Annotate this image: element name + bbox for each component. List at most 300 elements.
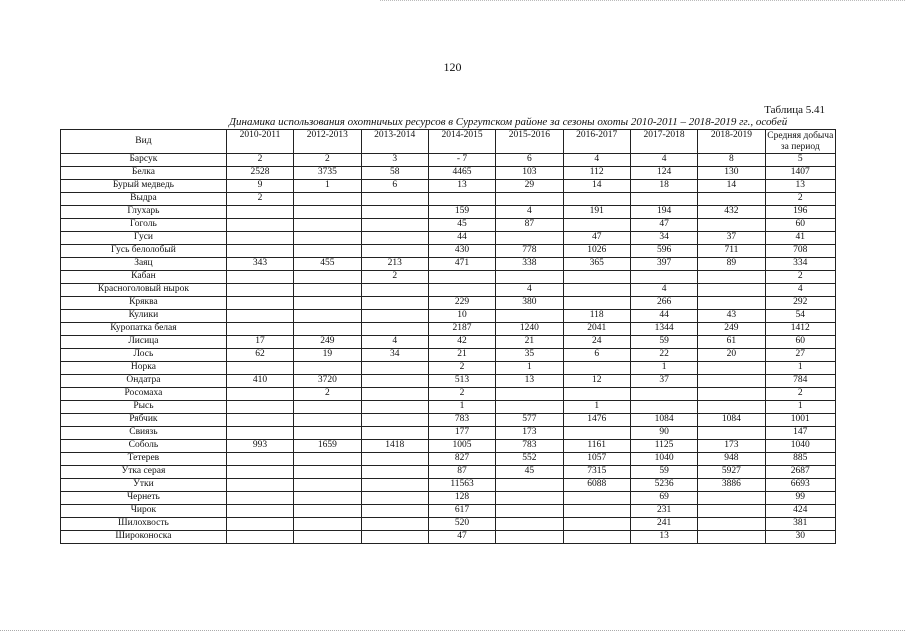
species-name-cell: Куропатка белая	[61, 323, 227, 336]
season-value-cell	[496, 232, 563, 245]
season-value-cell: 241	[630, 518, 697, 531]
average-cell: 196	[765, 206, 835, 219]
season-value-cell	[563, 219, 630, 232]
season-value-cell: 471	[428, 258, 495, 271]
season-value-cell: 45	[496, 466, 563, 479]
season-value-cell: 365	[563, 258, 630, 271]
season-value-cell	[496, 310, 563, 323]
season-value-cell	[428, 271, 495, 284]
table-row	[61, 245, 836, 258]
season-value-cell: - 7	[428, 154, 495, 167]
hunting-resources-table	[60, 129, 836, 544]
species-name-cell: Утки	[61, 479, 227, 492]
season-value-cell: 191	[563, 206, 630, 219]
season-value-cell	[226, 232, 293, 245]
species-name-cell: Красноголовый нырок	[61, 284, 227, 297]
season-value-cell: 2	[294, 154, 361, 167]
season-value-cell	[226, 206, 293, 219]
table-row	[61, 427, 836, 440]
season-value-cell	[496, 492, 563, 505]
season-value-cell	[361, 505, 428, 518]
species-name-cell: Гоголь	[61, 219, 227, 232]
season-value-cell: 118	[563, 310, 630, 323]
season-value-cell: 87	[496, 219, 563, 232]
season-value-cell: 380	[496, 297, 563, 310]
season-value-cell: 993	[226, 440, 293, 453]
season-value-cell: 59	[630, 466, 697, 479]
season-value-cell: 1084	[698, 414, 765, 427]
season-value-cell: 14	[698, 180, 765, 193]
season-value-cell: 3735	[294, 167, 361, 180]
average-cell: 41	[765, 232, 835, 245]
season-value-cell: 128	[428, 492, 495, 505]
season-value-cell	[496, 518, 563, 531]
season-value-cell	[698, 297, 765, 310]
season-value-cell: 3886	[698, 479, 765, 492]
season-value-cell	[698, 362, 765, 375]
season-value-cell	[496, 401, 563, 414]
season-value-cell: 11563	[428, 479, 495, 492]
season-value-cell: 29	[496, 180, 563, 193]
average-cell: 1407	[765, 167, 835, 180]
season-value-cell	[226, 492, 293, 505]
table-row	[61, 154, 836, 167]
season-value-cell	[698, 271, 765, 284]
species-name-cell: Ондатра	[61, 375, 227, 388]
season-value-cell	[361, 401, 428, 414]
season-value-cell: 9	[226, 180, 293, 193]
average-cell: 5	[765, 154, 835, 167]
average-cell: 60	[765, 336, 835, 349]
season-value-cell: 455	[294, 258, 361, 271]
season-value-cell: 22	[630, 349, 697, 362]
season-value-cell	[294, 453, 361, 466]
season-value-cell	[698, 518, 765, 531]
season-value-cell	[226, 323, 293, 336]
season-value-cell: 711	[698, 245, 765, 258]
season-value-cell	[630, 401, 697, 414]
average-cell: 784	[765, 375, 835, 388]
season-value-cell	[294, 401, 361, 414]
season-value-cell: 249	[294, 336, 361, 349]
species-name-cell: Заяц	[61, 258, 227, 271]
season-value-cell: 58	[361, 167, 428, 180]
season-value-cell: 6	[496, 154, 563, 167]
season-value-cell	[698, 219, 765, 232]
season-value-cell: 18	[630, 180, 697, 193]
season-value-cell: 24	[563, 336, 630, 349]
season-value-cell: 4	[630, 284, 697, 297]
season-value-cell: 47	[428, 531, 495, 544]
species-name-cell: Соболь	[61, 440, 227, 453]
season-value-cell	[698, 193, 765, 206]
table-row	[61, 440, 836, 453]
species-name-cell: Чернеть	[61, 492, 227, 505]
season-value-cell: 783	[428, 414, 495, 427]
table-row	[61, 323, 836, 336]
column-header: 2013-2014	[361, 130, 428, 154]
season-value-cell	[630, 193, 697, 206]
season-value-cell	[294, 284, 361, 297]
table-row	[61, 336, 836, 349]
season-value-cell: 2	[226, 154, 293, 167]
season-value-cell: 1344	[630, 323, 697, 336]
season-value-cell	[226, 479, 293, 492]
season-value-cell: 173	[496, 427, 563, 440]
season-value-cell: 159	[428, 206, 495, 219]
season-value-cell: 90	[630, 427, 697, 440]
season-value-cell: 103	[496, 167, 563, 180]
season-value-cell: 6	[563, 349, 630, 362]
season-value-cell: 1026	[563, 245, 630, 258]
season-value-cell: 89	[698, 258, 765, 271]
column-header: Средняя добыча за период	[765, 130, 835, 154]
species-name-cell: Лисица	[61, 336, 227, 349]
table-row	[61, 362, 836, 375]
season-value-cell	[563, 492, 630, 505]
season-value-cell: 12	[563, 375, 630, 388]
species-name-cell: Шилохвость	[61, 518, 227, 531]
average-cell: 885	[765, 453, 835, 466]
season-value-cell	[496, 505, 563, 518]
column-header: 2015-2016	[496, 130, 563, 154]
season-value-cell: 8	[698, 154, 765, 167]
season-value-cell: 44	[428, 232, 495, 245]
season-value-cell: 2	[226, 193, 293, 206]
season-value-cell: 4	[361, 336, 428, 349]
species-name-cell: Лось	[61, 349, 227, 362]
table-row	[61, 206, 836, 219]
season-value-cell: 4	[563, 154, 630, 167]
season-value-cell: 1125	[630, 440, 697, 453]
season-value-cell	[563, 505, 630, 518]
season-value-cell	[294, 362, 361, 375]
species-name-cell: Бурый медведь	[61, 180, 227, 193]
season-value-cell	[226, 284, 293, 297]
table-row	[61, 492, 836, 505]
season-value-cell	[496, 271, 563, 284]
season-value-cell	[361, 518, 428, 531]
season-value-cell: 2	[361, 271, 428, 284]
average-cell: 334	[765, 258, 835, 271]
average-cell: 1040	[765, 440, 835, 453]
average-cell: 2687	[765, 466, 835, 479]
season-value-cell	[361, 310, 428, 323]
average-cell: 13	[765, 180, 835, 193]
season-value-cell: 35	[496, 349, 563, 362]
species-name-cell: Рысь	[61, 401, 227, 414]
table-row	[61, 375, 836, 388]
average-cell: 1	[765, 362, 835, 375]
season-value-cell: 343	[226, 258, 293, 271]
season-value-cell: 7315	[563, 466, 630, 479]
season-value-cell	[563, 362, 630, 375]
season-value-cell	[361, 323, 428, 336]
season-value-cell	[563, 297, 630, 310]
species-name-cell: Тетерев	[61, 453, 227, 466]
season-value-cell: 194	[630, 206, 697, 219]
season-value-cell: 69	[630, 492, 697, 505]
table-row	[61, 310, 836, 323]
average-cell: 2	[765, 271, 835, 284]
season-value-cell: 783	[496, 440, 563, 453]
table-row	[61, 505, 836, 518]
column-header: 2010-2011	[226, 130, 293, 154]
season-value-cell	[226, 505, 293, 518]
average-cell: 1412	[765, 323, 835, 336]
season-value-cell: 1240	[496, 323, 563, 336]
season-value-cell: 43	[698, 310, 765, 323]
season-value-cell: 3720	[294, 375, 361, 388]
season-value-cell: 3	[361, 154, 428, 167]
season-value-cell	[361, 297, 428, 310]
average-cell: 1	[765, 401, 835, 414]
season-value-cell	[361, 284, 428, 297]
season-value-cell	[361, 245, 428, 258]
season-value-cell	[294, 414, 361, 427]
season-value-cell: 20	[698, 349, 765, 362]
season-value-cell	[563, 193, 630, 206]
species-name-cell: Чирок	[61, 505, 227, 518]
season-value-cell: 47	[630, 219, 697, 232]
season-value-cell: 13	[496, 375, 563, 388]
season-value-cell	[294, 193, 361, 206]
column-header: 2014-2015	[428, 130, 495, 154]
season-value-cell	[698, 284, 765, 297]
average-cell: 2	[765, 193, 835, 206]
season-value-cell	[361, 453, 428, 466]
season-value-cell: 37	[630, 375, 697, 388]
season-value-cell	[630, 271, 697, 284]
season-value-cell	[226, 362, 293, 375]
species-name-cell: Рябчик	[61, 414, 227, 427]
season-value-cell	[496, 479, 563, 492]
scan-edge-top	[380, 0, 905, 3]
season-value-cell	[563, 531, 630, 544]
season-value-cell	[563, 427, 630, 440]
column-header: 2016-2017	[563, 130, 630, 154]
season-value-cell	[294, 505, 361, 518]
table-row	[61, 297, 836, 310]
season-value-cell: 397	[630, 258, 697, 271]
season-value-cell: 513	[428, 375, 495, 388]
species-name-cell: Кабан	[61, 271, 227, 284]
average-cell: 99	[765, 492, 835, 505]
species-name-cell: Норка	[61, 362, 227, 375]
season-value-cell	[361, 193, 428, 206]
season-value-cell	[294, 518, 361, 531]
table-row	[61, 271, 836, 284]
season-value-cell: 410	[226, 375, 293, 388]
season-value-cell: 62	[226, 349, 293, 362]
season-value-cell: 34	[361, 349, 428, 362]
season-value-cell	[563, 388, 630, 401]
season-value-cell	[361, 466, 428, 479]
table-row	[61, 167, 836, 180]
season-value-cell	[630, 388, 697, 401]
table-row	[61, 518, 836, 531]
season-value-cell: 266	[630, 297, 697, 310]
season-value-cell	[294, 492, 361, 505]
season-value-cell: 1005	[428, 440, 495, 453]
season-value-cell: 59	[630, 336, 697, 349]
season-value-cell: 177	[428, 427, 495, 440]
table-row	[61, 232, 836, 245]
season-value-cell	[226, 518, 293, 531]
species-name-cell: Гусь белолобый	[61, 245, 227, 258]
column-header: 2018-2019	[698, 130, 765, 154]
species-name-cell: Барсук	[61, 154, 227, 167]
season-value-cell: 432	[698, 206, 765, 219]
season-value-cell: 37	[698, 232, 765, 245]
season-value-cell	[226, 297, 293, 310]
table-row	[61, 401, 836, 414]
season-value-cell	[294, 427, 361, 440]
season-value-cell	[294, 466, 361, 479]
season-value-cell: 6	[361, 180, 428, 193]
season-value-cell	[361, 479, 428, 492]
season-value-cell	[226, 466, 293, 479]
season-value-cell: 130	[698, 167, 765, 180]
season-value-cell	[698, 401, 765, 414]
column-header: 2012-2013	[294, 130, 361, 154]
table-header-row	[61, 130, 836, 154]
page-number: 120	[443, 60, 462, 74]
season-value-cell: 948	[698, 453, 765, 466]
season-value-cell	[294, 219, 361, 232]
species-name-cell: Белка	[61, 167, 227, 180]
season-value-cell	[226, 310, 293, 323]
season-value-cell	[361, 531, 428, 544]
season-value-cell: 778	[496, 245, 563, 258]
season-value-cell: 2528	[226, 167, 293, 180]
season-value-cell: 1084	[630, 414, 697, 427]
table-caption: Динамика использования охотничьих ресурсов в Сургутском районе за сезоны охоты 2010-2011 – 2018-2019 гг., особей	[229, 116, 788, 128]
season-value-cell: 61	[698, 336, 765, 349]
season-value-cell: 47	[563, 232, 630, 245]
season-value-cell	[361, 219, 428, 232]
season-value-cell	[226, 401, 293, 414]
table-label: Таблица 5.41	[764, 104, 825, 116]
season-value-cell	[563, 271, 630, 284]
season-value-cell	[698, 531, 765, 544]
season-value-cell	[496, 388, 563, 401]
species-name-cell: Глухарь	[61, 206, 227, 219]
average-cell: 1001	[765, 414, 835, 427]
season-value-cell: 1659	[294, 440, 361, 453]
season-value-cell: 4	[496, 284, 563, 297]
season-value-cell	[226, 453, 293, 466]
season-value-cell	[226, 388, 293, 401]
season-value-cell: 1161	[563, 440, 630, 453]
season-value-cell	[361, 232, 428, 245]
season-value-cell: 2	[294, 388, 361, 401]
season-value-cell: 1	[563, 401, 630, 414]
season-value-cell: 1	[630, 362, 697, 375]
season-value-cell: 124	[630, 167, 697, 180]
season-value-cell	[294, 310, 361, 323]
season-value-cell: 2041	[563, 323, 630, 336]
season-value-cell: 13	[428, 180, 495, 193]
season-value-cell: 827	[428, 453, 495, 466]
season-value-cell: 10	[428, 310, 495, 323]
season-value-cell	[698, 375, 765, 388]
season-value-cell: 430	[428, 245, 495, 258]
season-value-cell: 13	[630, 531, 697, 544]
season-value-cell: 596	[630, 245, 697, 258]
season-value-cell	[294, 206, 361, 219]
season-value-cell: 1040	[630, 453, 697, 466]
season-value-cell: 2187	[428, 323, 495, 336]
season-value-cell	[294, 245, 361, 258]
season-value-cell	[361, 414, 428, 427]
season-value-cell	[698, 388, 765, 401]
season-value-cell	[698, 427, 765, 440]
season-value-cell	[563, 284, 630, 297]
season-value-cell	[698, 505, 765, 518]
average-cell: 381	[765, 518, 835, 531]
season-value-cell: 173	[698, 440, 765, 453]
season-value-cell	[428, 284, 495, 297]
season-value-cell	[361, 362, 428, 375]
season-value-cell: 45	[428, 219, 495, 232]
season-value-cell	[294, 479, 361, 492]
season-value-cell: 4	[496, 206, 563, 219]
season-value-cell: 1	[496, 362, 563, 375]
season-value-cell: 520	[428, 518, 495, 531]
average-cell: 60	[765, 219, 835, 232]
season-value-cell	[361, 375, 428, 388]
season-value-cell: 21	[496, 336, 563, 349]
season-value-cell	[294, 297, 361, 310]
season-value-cell: 19	[294, 349, 361, 362]
average-cell: 6693	[765, 479, 835, 492]
season-value-cell	[698, 492, 765, 505]
season-value-cell: 21	[428, 349, 495, 362]
season-value-cell	[294, 323, 361, 336]
season-value-cell: 14	[563, 180, 630, 193]
season-value-cell: 231	[630, 505, 697, 518]
season-value-cell: 42	[428, 336, 495, 349]
table-row	[61, 531, 836, 544]
season-value-cell: 229	[428, 297, 495, 310]
season-value-cell	[294, 271, 361, 284]
table-body	[61, 154, 836, 544]
average-cell: 4	[765, 284, 835, 297]
table-row	[61, 180, 836, 193]
season-value-cell: 213	[361, 258, 428, 271]
season-value-cell: 1057	[563, 453, 630, 466]
table-row	[61, 414, 836, 427]
season-value-cell: 17	[226, 336, 293, 349]
season-value-cell	[226, 245, 293, 258]
season-value-cell	[226, 427, 293, 440]
table-row	[61, 388, 836, 401]
season-value-cell	[496, 531, 563, 544]
season-value-cell: 249	[698, 323, 765, 336]
season-value-cell: 6088	[563, 479, 630, 492]
season-value-cell: 87	[428, 466, 495, 479]
season-value-cell	[361, 388, 428, 401]
species-name-cell: Кряква	[61, 297, 227, 310]
season-value-cell: 1	[294, 180, 361, 193]
average-cell: 147	[765, 427, 835, 440]
season-value-cell	[361, 492, 428, 505]
season-value-cell: 5927	[698, 466, 765, 479]
average-cell: 292	[765, 297, 835, 310]
season-value-cell	[226, 414, 293, 427]
season-value-cell	[226, 219, 293, 232]
